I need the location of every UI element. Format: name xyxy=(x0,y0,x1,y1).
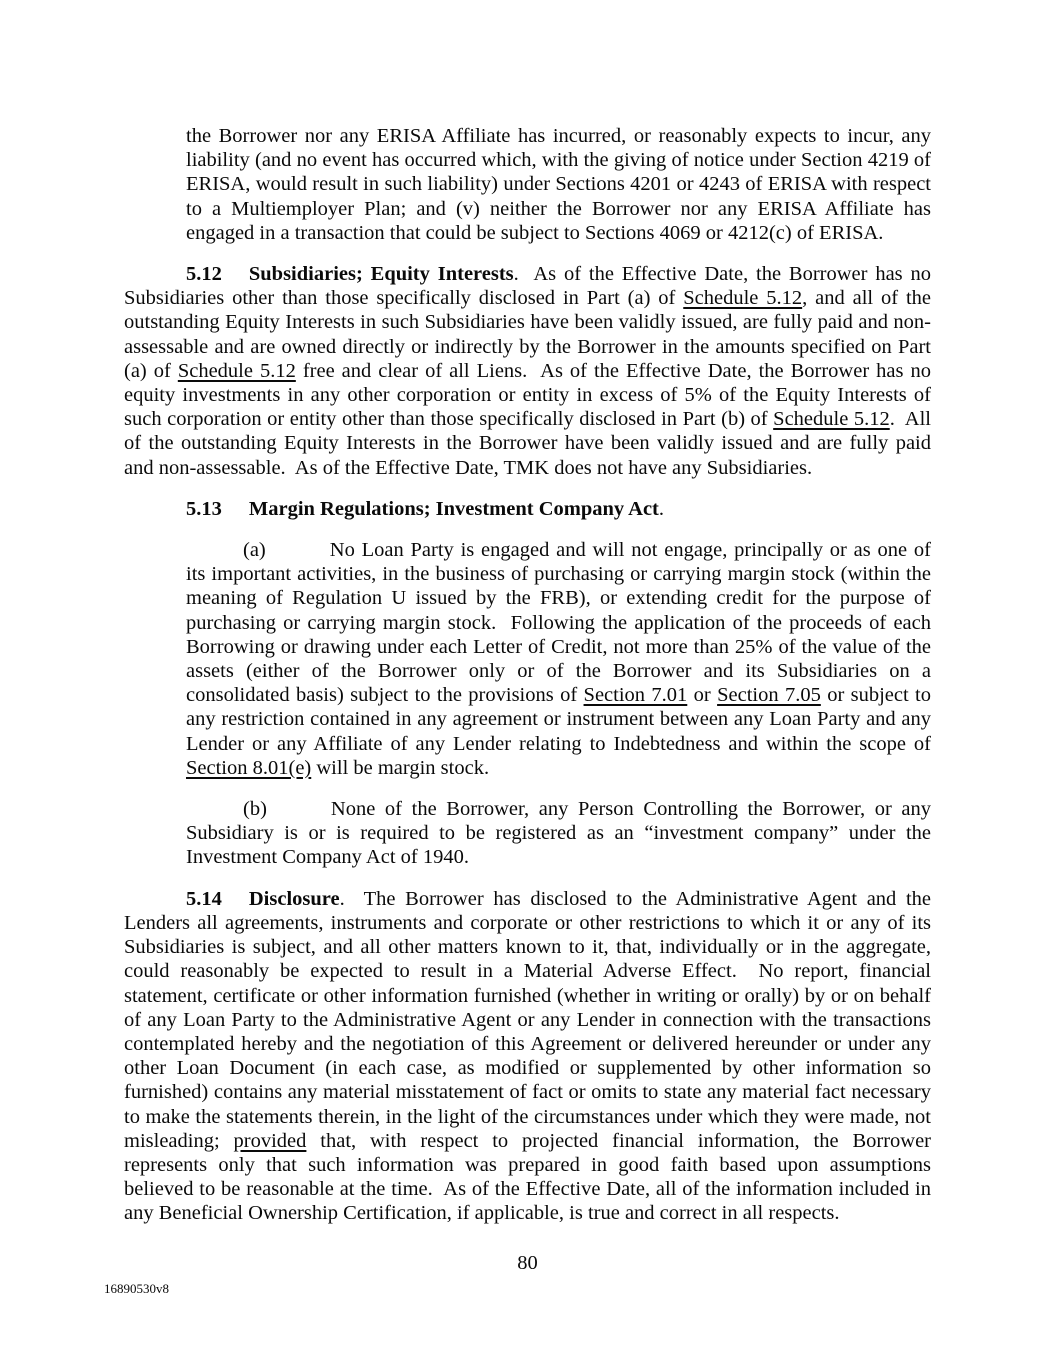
text-run: . All of the outstanding Equity Interests in the Borrower have been validly issued and are fully paid and non-assessable. As of the Effective Date, TMK does not have any Subsidiaries. xyxy=(124,408,931,479)
document-body xyxy=(124,124,931,1243)
text-run: , and all of the outstanding Equity Interests in such Subsidiaries have been validly issued, are fully paid and non-assessable and are owned directly or indirectly by the Borrower in the amounts specified on Part (a) of xyxy=(124,287,931,382)
paragraph-erisa-continuation xyxy=(186,124,931,245)
document-id-stamp: 16890530v8 xyxy=(104,1281,169,1296)
text-run: will be margin stock. xyxy=(311,756,490,779)
text-run: provided xyxy=(233,1129,307,1152)
text-run: . The Borrower has disclosed to the Administrative Agent and the Lenders all agreements, instruments and corporate or other restrictions to which it or any of its Subsidiaries is subject, and all other matters known to it, that, individually or in the aggregate, could reasonably be expected to result in a Material Adverse Effect. No report, financial statement, certificate or other information furnished (whether in writing or orally) by or on behalf of any Loan Party to the Administrative Agent or any Lender in connection with the transactions contemplated hereby and the negotiation of this Agreement or delivered hereunder or under any other Loan Document (in each case, as modified or supplemented by other information so furnished) contains any material misstatement of fact or omits to state any material fact necessary to make the statements therein, in the light of the circumstances under which they were made, not misleading; xyxy=(124,887,931,1152)
text-run: that, with respect to projected financial information, the Borrower represents only that such information was prepared in good faith based upon assumptions believed to be reasonable at the time. As of the Effective Date, all of the information included in any Beneficial Ownership Certification, if applicable, is true and correct in all respects. xyxy=(124,1129,931,1225)
text-run: Margin Regulations; Investment Company Act xyxy=(248,497,659,520)
text-run: Section 7.05 xyxy=(717,684,821,707)
text-run: Subsidiaries; Equity Interests xyxy=(248,263,514,286)
text-run: the Borrower nor any ERISA Affiliate has incurred, or reasonably expects to incur, any liability (and no event has occurred which, with the giving of notice under Section 4219 of ERISA, would result in such liability) under Sections 4201 or 4243 of ERISA with respect to a Multiemployer Plan; and (v) neither the Borrower nor any ERISA Affiliate has engaged in a transaction that could be subject to Sections 4069 or 4212(c) of ERISA. xyxy=(186,125,931,244)
text-run: Section 7.01 xyxy=(583,684,688,707)
text-run: 5.12 xyxy=(186,263,222,286)
text-run: Section 8.01(e) xyxy=(186,756,312,779)
text-run: 5.13 xyxy=(186,497,222,520)
text-run: No Loan Party is engaged and will not engage, principally or as one of its important activities, in the business of purchasing or carrying margin stock (within the meaning of Regulation U issued by the FRB), or extending credit for the purpose of purchasing or carrying margin stock. Following the application of the proceeds of each Borrowing or drawing under each Letter of Credit, not more than 25% of the value of the assets (either of the Borrower only or of the Borrower and its Subsidiaries on a consolidated basis) subject to the provisions of xyxy=(186,539,931,707)
text-run: (a) xyxy=(243,539,266,562)
page-number: 80 xyxy=(517,1252,538,1274)
text-run: None of the Borrower, any Person Controlling the Borrower, or any Subsidiary is or is required to be registered as an “investment company” under the Investment Company Act of 1940. xyxy=(186,798,931,869)
text-run: Disclosure xyxy=(248,887,340,910)
text-run: . As of the Effective Date, the Borrower has no Subsidiaries other than those specifically disclosed in Part (a) of xyxy=(124,263,931,310)
heading-section-5-13 xyxy=(124,497,931,521)
text-run: or subject to any restriction contained in any agreement or instrument between any Loan Party and any Lender or any Affiliate of any Lender relating to Indebtedness and within the scope of xyxy=(186,684,932,755)
text-run: or xyxy=(687,684,718,707)
paragraph-section-5-14 xyxy=(124,887,931,1226)
text-run: Schedule 5.12 xyxy=(177,359,296,382)
paragraph-5-13-a xyxy=(186,538,931,780)
text-run: . xyxy=(658,497,664,520)
text-run: (b) xyxy=(243,798,267,821)
text-run: Schedule 5.12 xyxy=(773,408,890,431)
text-run: free and clear of all Liens. As of the Effective Date, the Borrower has no equity investments in any other corporation or entity in excess of 5% of the Equity Interests of such corporation or entity other than those specifically disclosed in Part (b) of xyxy=(124,359,931,431)
paragraph-section-5-12 xyxy=(124,262,931,480)
text-run: 5.14 xyxy=(186,887,222,910)
text-run: Schedule 5.12 xyxy=(683,287,803,310)
paragraph-5-13-b xyxy=(186,797,931,870)
